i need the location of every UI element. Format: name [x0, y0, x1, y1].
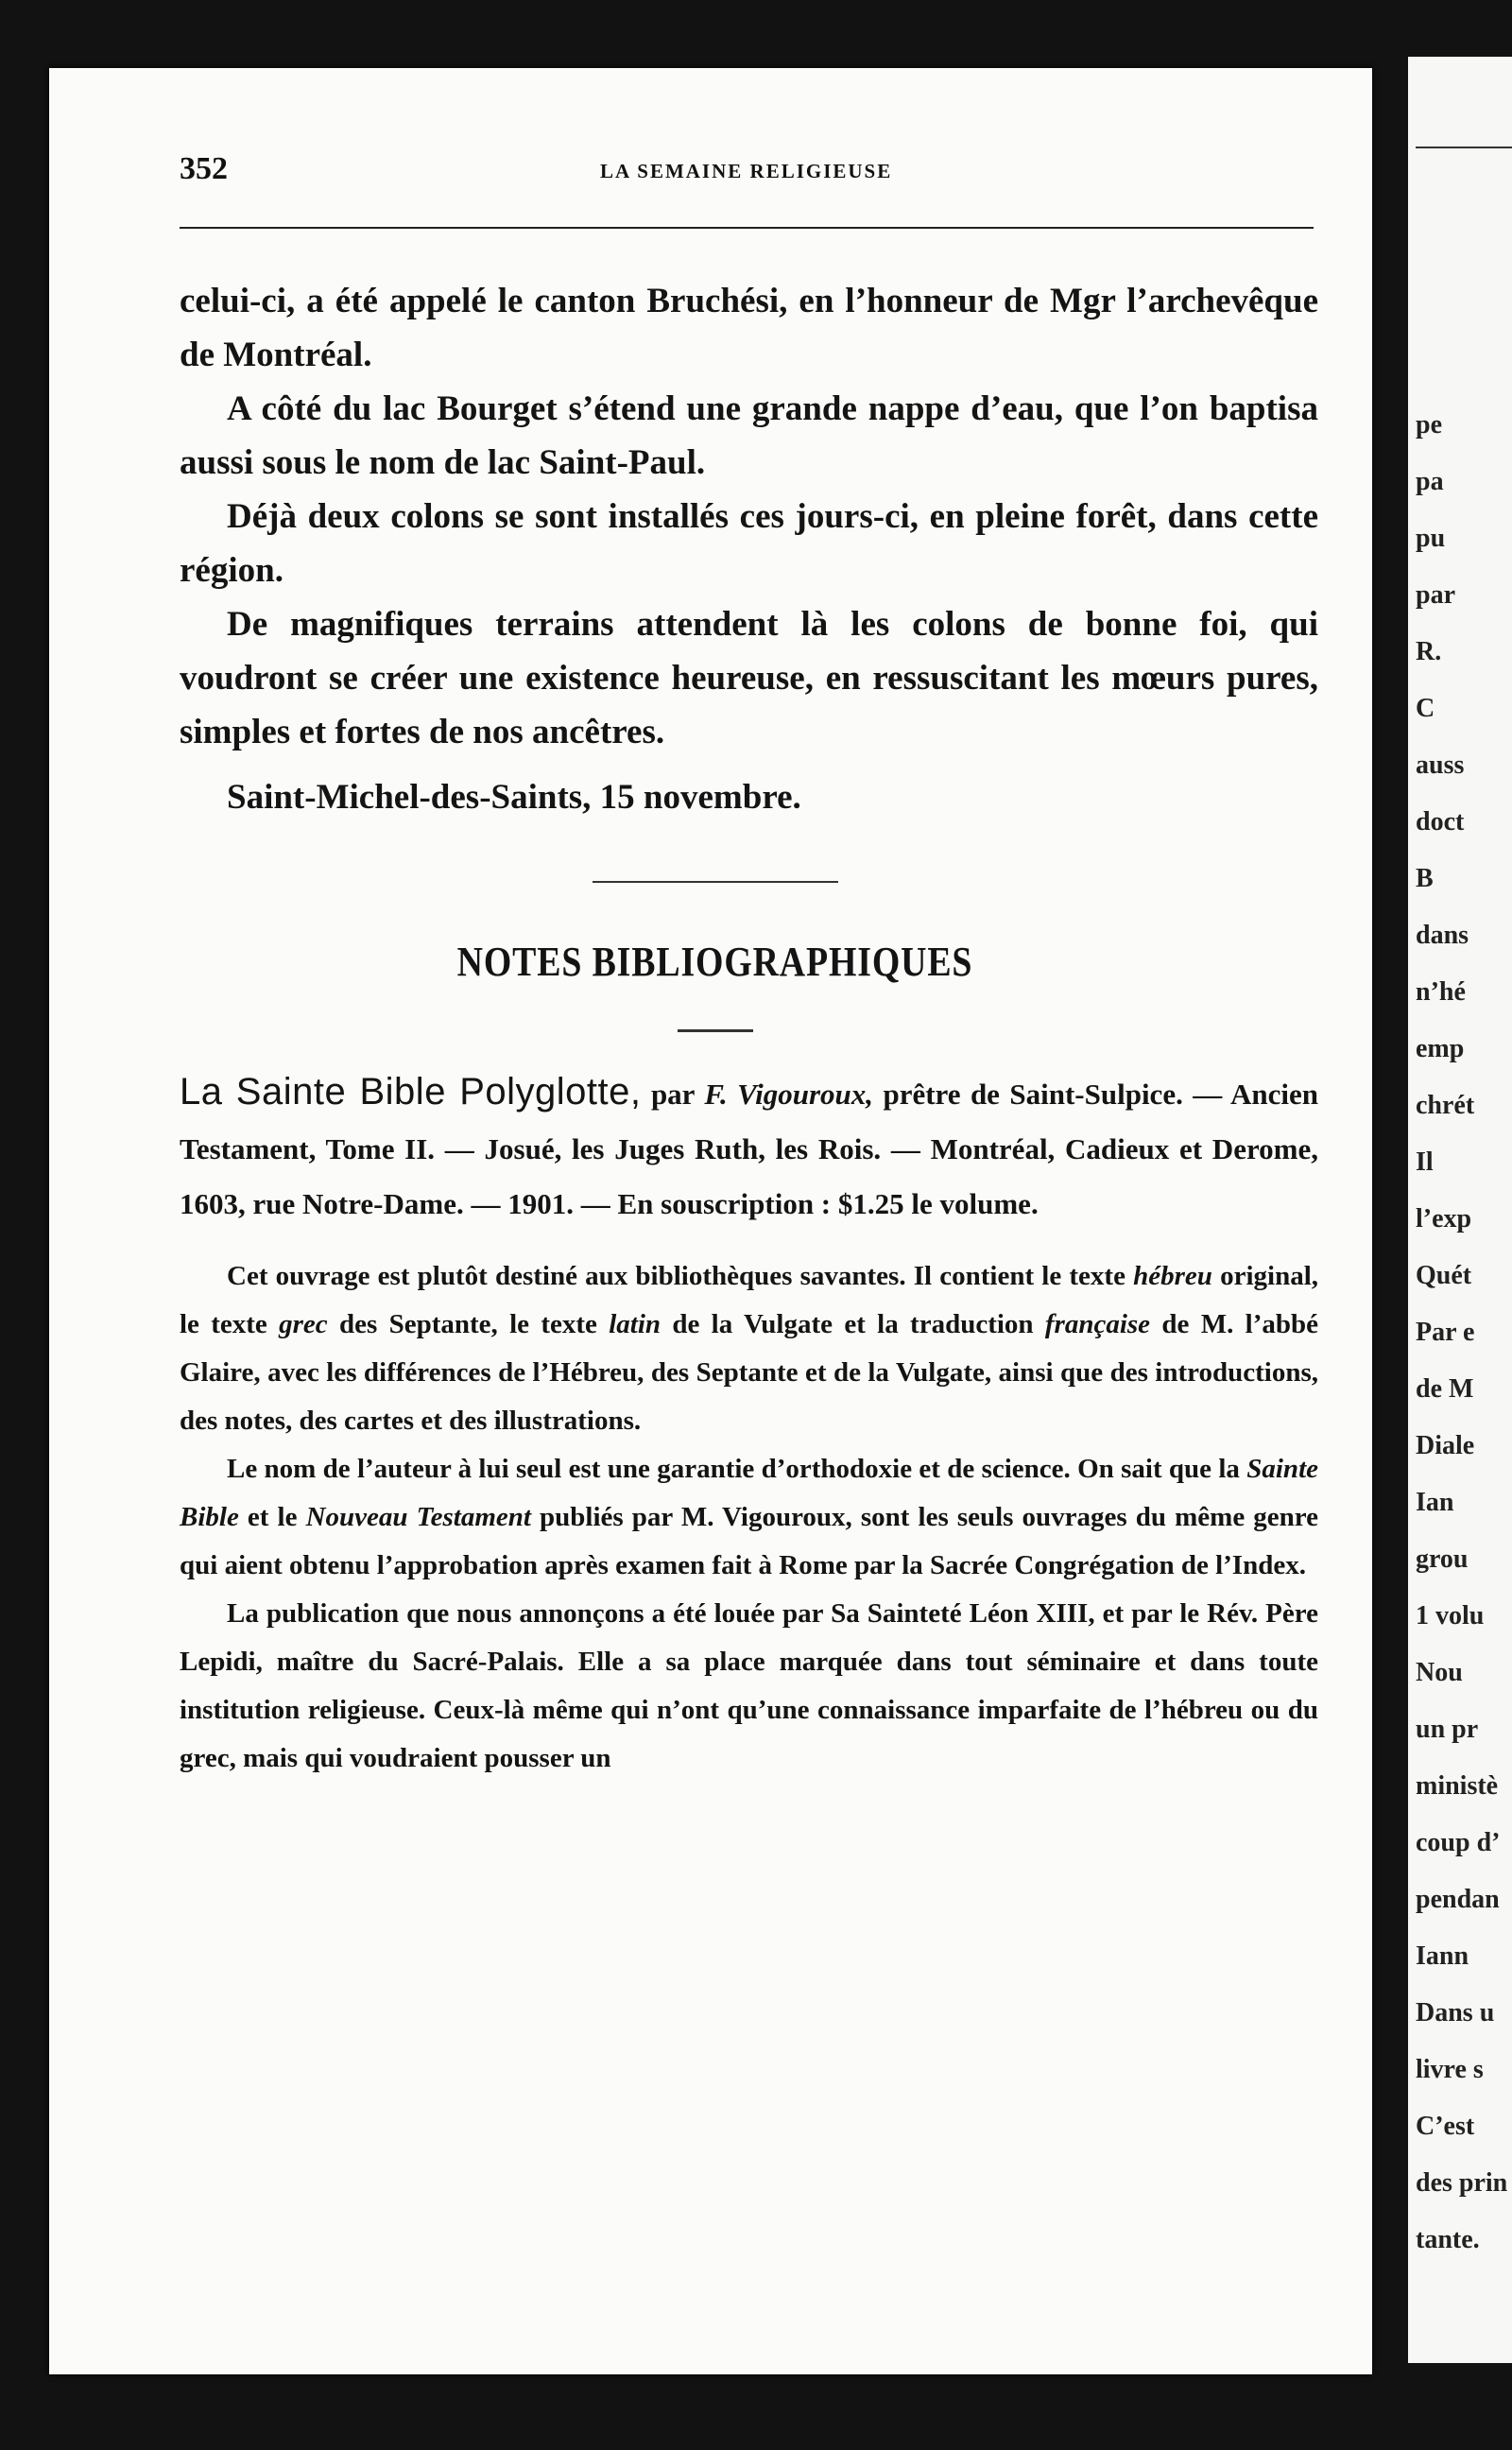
bibliography-entry — [180, 1064, 1318, 1232]
entry-details: prêtre de Saint-Sulpice. — Ancien Testament, Tome II. — Josué, les Juges Ruth, les Rois. — Montréal, Cadieux et Derome, 1603, rue Notre-Dame. — 1901. — En souscription : $1.25 le volume. — [180, 1078, 1318, 1220]
review-paragraph: Le nom de l’auteur à lui seul est une garantie d’orthodoxie et de science. On sait que la Sainte Bible et le Nouveau Testament publiés par M. Vigouroux, sont les seuls ouvrages du même genre qui aient obtenu l’approbation après examen fait à Rome par la Sacrée Congrégation de l’Index. — [180, 1454, 1318, 1580]
facing-page-rule — [1416, 147, 1512, 148]
section-title: NOTES BIBLIOGRAPHIQUES — [456, 939, 973, 985]
header-rule — [180, 227, 1314, 229]
entry-title: La Sainte Bible Polyglotte, — [180, 1071, 642, 1113]
paragraph: celui-ci, a été appelé le canton Bruchési, en l’honneur de Mgr l’archevêque de Montréal. — [180, 282, 1318, 374]
review-paragraph: Cet ouvrage est plutôt destiné aux bibliothèques savantes. Il contient le texte hébreu original, le texte grec des Septante, le texte latin de la Vulgate et la traduction française de M. l’abbé Glaire, avec les différences de l’Hébreu, des Septante et de la Vulgate, ainsi que des introductions, des notes, des cartes et des illustrations. — [180, 1261, 1319, 1436]
facing-page-text: pe pa pu par R. C auss doct B dans n’hé emp chrét Il l’exp Quét Par e de M Diale Ian grou 1 volu Nou un pr ministè coup d’ pendan Iann Dans u livre s C’est des prin tante. — [1416, 410, 1508, 2254]
entry-by: par — [641, 1078, 705, 1111]
review-paragraph: La publication que nous annonçons a été louée par Sa Sainteté Léon XIII, et par le Rév. Père Lepidi, maître du Sacré-Palais. Elle a sa place marquée dans tout séminaire et dans toute institution religieuse. Ceux-là même qui n’ont qu’une connaissance imparfaite de l’hébreu ou du grec, mais qui voudraient pousser un — [180, 1598, 1318, 1773]
title-divider — [678, 1029, 753, 1032]
page-number: 352 — [180, 151, 228, 186]
entry-author: F. Vigouroux, — [704, 1078, 874, 1111]
page-body — [180, 274, 1318, 1783]
page-header — [180, 151, 1314, 189]
facing-page-fragment — [1408, 57, 1512, 2363]
section-divider — [593, 881, 838, 883]
running-title: LA SEMAINE RELIGIEUSE — [600, 160, 893, 182]
paragraph: Déjà deux colons se sont installés ces jours-ci, en pleine forêt, dans cette région. — [180, 497, 1318, 590]
paragraph: A côté du lac Bourget s’étend une grande nappe d’eau, que l’on baptisa aussi sous le nom de lac Saint-Paul. — [180, 389, 1318, 482]
dateline: Saint-Michel-des-Saints, 15 novembre. — [227, 778, 801, 817]
paragraph: De magnifiques terrains attendent là les colons de bonne foi, qui voudront se créer une existence heureuse, en ressuscitant les mœurs pures, simples et fortes de nos ancêtres. — [180, 605, 1318, 751]
